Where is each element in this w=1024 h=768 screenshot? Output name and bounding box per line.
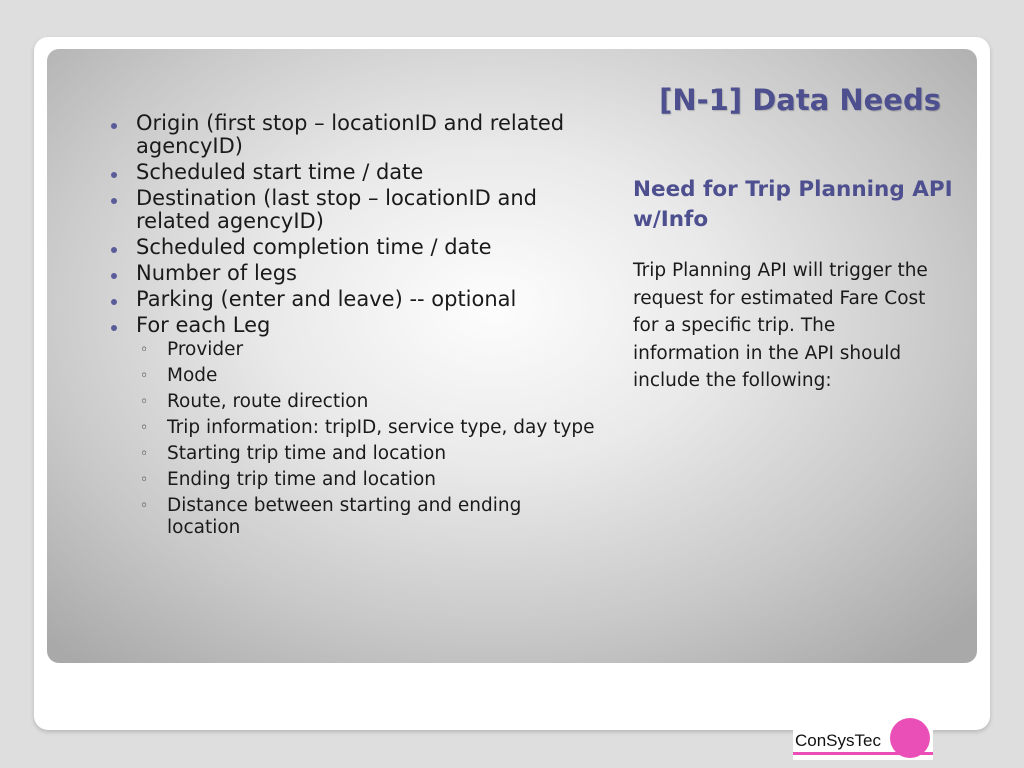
sub-bullet-text: Ending trip time and location [167, 469, 437, 490]
bullet-list [107, 112, 597, 543]
bullet-text: Number of legs [136, 261, 297, 285]
sub-bullet-item [136, 443, 597, 465]
sub-bullet-item [136, 469, 597, 491]
bullet-item [107, 288, 597, 311]
sub-bullet-item [136, 495, 597, 539]
sub-bullet-item [136, 417, 597, 439]
sub-bullet-item [136, 339, 597, 361]
bullet-item [107, 161, 597, 184]
sub-bullet-text: Distance between starting and ending location [167, 495, 522, 538]
sub-bullet-text: Route, route direction [167, 391, 369, 412]
sub-bullet-ring-icon: ◦ [140, 342, 149, 358]
sub-bullet-ring-icon: ◦ [140, 420, 149, 436]
sub-bullet-list [136, 339, 597, 539]
bullet-text: For each Leg [136, 313, 271, 337]
bullet-item [107, 187, 597, 233]
bullet-text: Scheduled start time / date [136, 160, 424, 184]
bullet-dot-icon [111, 172, 117, 178]
bullet-dot-icon [111, 198, 117, 204]
bullet-dot-icon [111, 273, 117, 279]
description-text: Trip Planning API will trigger the request for estimated Fare Cost for a specific trip. The information in the API should include the following: [633, 260, 928, 391]
content-panel [47, 49, 977, 663]
sub-bullet-ring-icon: ◦ [140, 498, 149, 514]
bullet-dot-icon [111, 123, 117, 129]
sub-bullet-text: Trip information: tripID, service type, day type [167, 417, 595, 438]
bullet-text: Scheduled completion time / date [136, 235, 492, 259]
bullet-text: Origin (first stop – locationID and related agencyID) [136, 111, 565, 158]
sub-bullet-ring-icon: ◦ [140, 446, 149, 462]
sub-bullet-item [136, 391, 597, 413]
bullet-item [107, 236, 597, 259]
bullet-dot-icon [111, 325, 117, 331]
sub-bullet-ring-icon: ◦ [140, 394, 149, 410]
logo-text: ConSysTec [795, 731, 881, 750]
consystec-logo [793, 716, 933, 760]
sub-bullet-text: Starting trip time and location [167, 443, 447, 464]
bullet-text: Parking (enter and leave) -- optional [136, 287, 517, 311]
sub-bullet-item [136, 365, 597, 387]
sub-bullet-ring-icon: ◦ [140, 368, 149, 384]
bullet-text: Destination (last stop – locationID and related agencyID) [136, 186, 537, 233]
sub-bullet-text: Provider [167, 339, 244, 360]
bullet-dot-icon [111, 299, 117, 305]
logo-underline [793, 752, 933, 755]
bullet-dot-icon [111, 247, 117, 253]
sub-bullet-text: Mode [167, 365, 218, 386]
bullet-item [107, 112, 597, 158]
bullet-item [107, 262, 597, 285]
slide-title: [N-1] Data Needs [659, 83, 941, 117]
sub-bullet-ring-icon: ◦ [140, 472, 149, 488]
bullet-item [107, 314, 597, 539]
section-subheading: Need for Trip Planning API w/Info [633, 177, 953, 232]
